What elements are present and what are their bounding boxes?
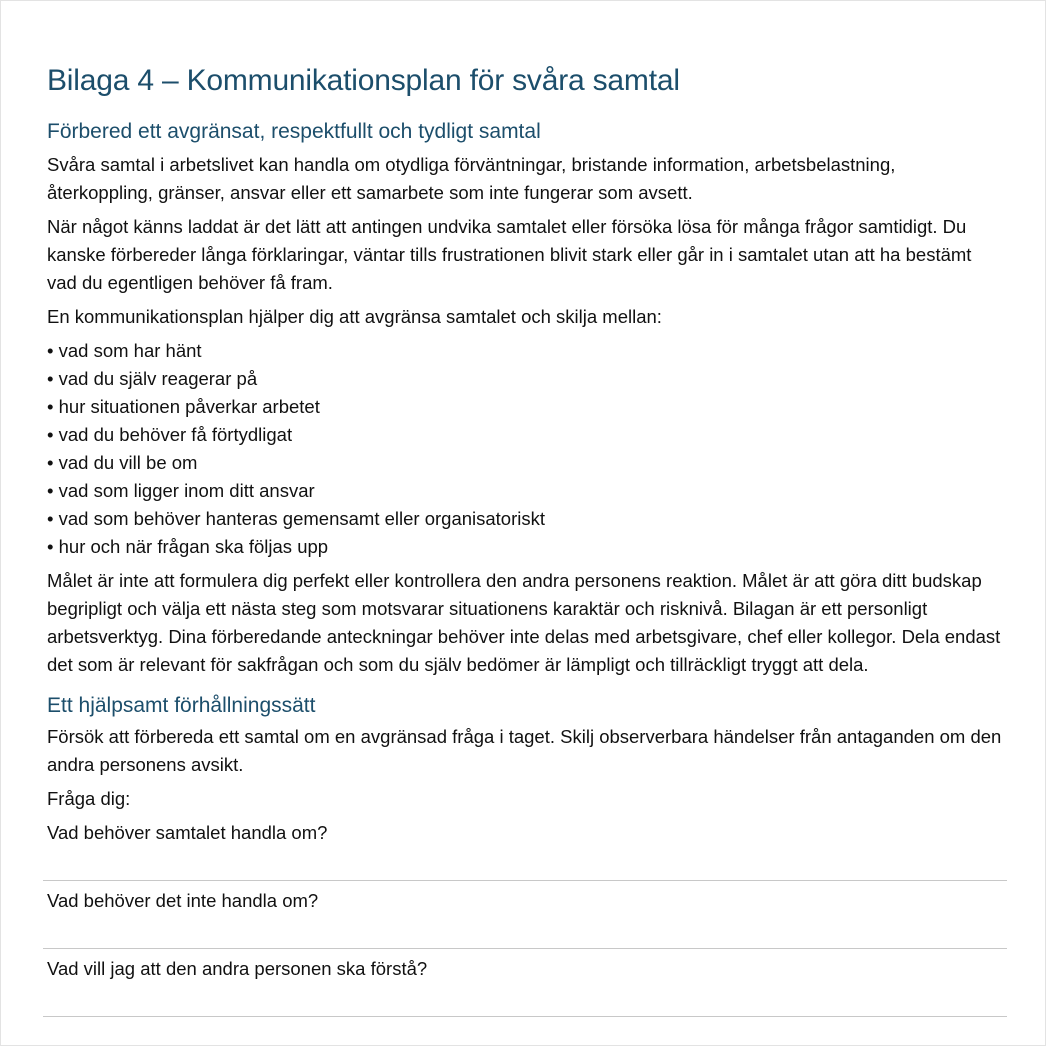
section-heading-prepare: Förbered ett avgränsat, respektfullt och tydligt samtal (47, 120, 541, 143)
answer-line-not-about[interactable] (43, 948, 1007, 949)
question-about: Vad behöver samtalet handla om? (47, 822, 328, 843)
list-item: • vad som har hänt (47, 337, 1003, 365)
answer-line-about[interactable] (43, 880, 1007, 881)
list-item: • vad som ligger inom ditt ansvar (47, 477, 1003, 505)
list-item: • hur och när frågan ska följas upp (47, 533, 1003, 561)
plan-intro-paragraph: En kommunikationsplan hjälper dig att avgränsa samtalet och skilja mellan: (47, 306, 662, 327)
section-heading-approach: Ett hjälpsamt förhållningssätt (47, 694, 316, 717)
list-item: • vad du behöver få förtydligat (47, 421, 1003, 449)
answer-line-understand[interactable] (43, 1016, 1007, 1017)
question-understand: Vad vill jag att den andra personen ska förstå? (47, 958, 428, 979)
loaded-situation-paragraph: När något känns laddat är det lätt att antingen undvika samtalet eller försöka lösa för många frågor samtidigt. Du kanske förbereder långa förklaringar, väntar tills frustrationen blivit stark eller går in i samtalet utan att ha bestämt vad du egentligen behöver få fram. (47, 216, 972, 293)
list-item: • hur situationen påverkar arbetet (47, 393, 1003, 421)
distinction-list (47, 337, 1003, 561)
ask-yourself-label: Fråga dig: (47, 788, 131, 809)
intro-paragraph: Svåra samtal i arbetslivet kan handla om otydliga förväntningar, bristande information, arbetsbelastning, återkoppling, gränser, ansvar eller ett samarbete som inte fungerar som avsett. (47, 154, 896, 203)
list-item: • vad som behöver hanteras gemensamt eller organisatoriskt (47, 505, 1003, 533)
goal-paragraph: Målet är inte att formulera dig perfekt eller kontrollera den andra personens reaktion. Målet är att göra ditt budskap begripligt och välja ett nästa steg som motsvarar situationens karaktär och risknivå. Bilagan är ett personligt arbetsverktyg. Dina förberedande anteckningar behöver inte delas med arbetsgivare, chef eller kollegor. Dela endast det som är relevant för sakfrågan och som du själv bedömer är lämpligt och tillräckligt tryggt att dela. (47, 570, 1001, 675)
approach-paragraph: Försök att förbereda ett samtal om en avgränsad fråga i taget. Skilj observerbara händelser från antaganden om den andra personens avsikt. (47, 726, 1002, 775)
document-title: Bilaga 4 – Kommunikationsplan för svåra samtal (47, 64, 680, 97)
question-not-about: Vad behöver det inte handla om? (47, 890, 319, 911)
list-item: • vad du vill be om (47, 449, 1003, 477)
list-item: • vad du själv reagerar på (47, 365, 1003, 393)
